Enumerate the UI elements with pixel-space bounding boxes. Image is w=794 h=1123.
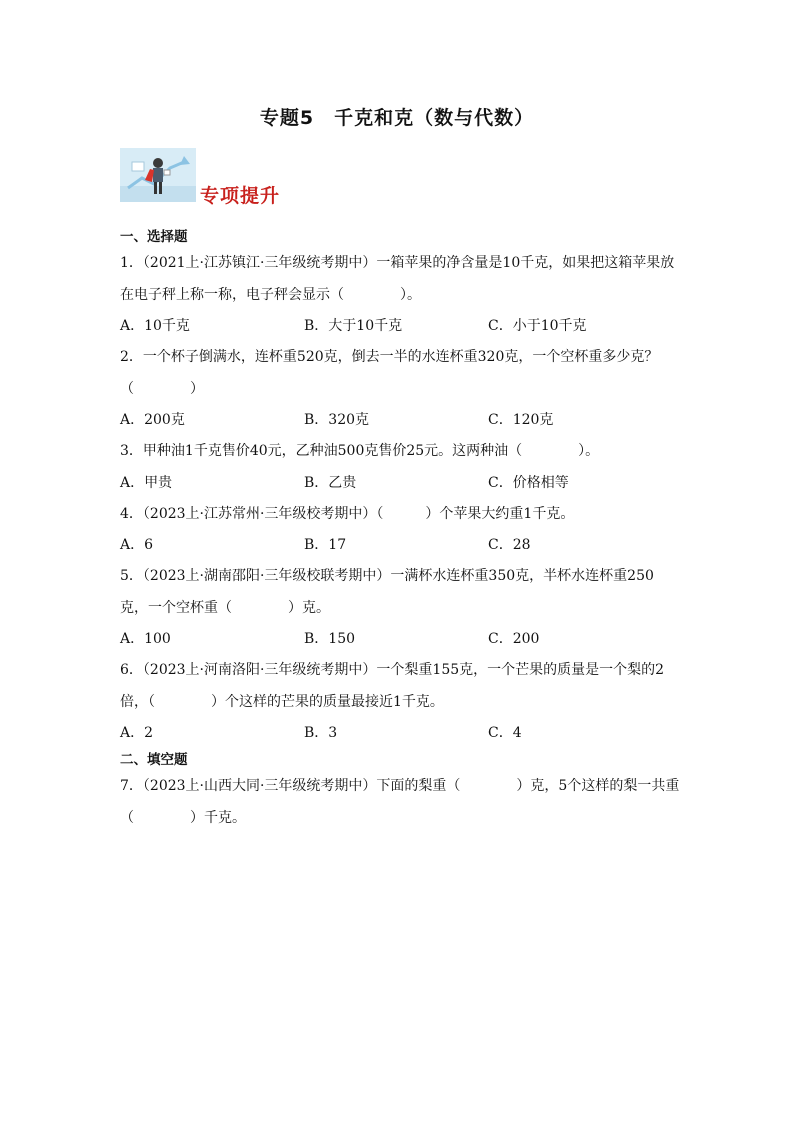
section-banner	[120, 148, 300, 210]
question-body	[120, 226, 680, 834]
option-c: C．小于10千克	[488, 318, 587, 334]
section-choice	[120, 226, 680, 749]
question-1: 1．（2021上·江苏镇江·三年级统考期中）一箱苹果的净含量是10千克，如果把这箱苹果放在电子秤上称一称，电子秤会显示（ ）。	[120, 255, 675, 303]
option-a: A．100	[120, 631, 171, 647]
section-heading: 二、填空题	[120, 752, 188, 768]
option-c: C．28	[488, 537, 531, 553]
section-fill-blank	[120, 749, 680, 834]
option-a: A．10千克	[120, 318, 190, 334]
question-4-options	[120, 530, 680, 561]
option-c: C．4	[488, 725, 522, 741]
option-b: B．17	[304, 537, 347, 553]
question-3-options	[120, 468, 680, 499]
option-c: C．120克	[488, 412, 554, 428]
question-5-options	[120, 624, 680, 655]
question-6-options	[120, 718, 680, 749]
option-b: B．320克	[304, 412, 370, 428]
question-2: 2．一个杯子倒满水，连杯重520克，倒去一半的水连杯重320克，一个空杯重多少克？（ ）	[120, 349, 659, 397]
option-c: C．价格相等	[488, 474, 569, 491]
option-b: B．大于10千克	[304, 318, 403, 334]
question-6: 6．（2023上·河南洛阳·三年级统考期中）一个梨重155克，一个芒果的质量是一个梨的2倍，（ ）个这样的芒果的质量最接近1千克。	[120, 662, 665, 710]
option-b: B．乙贵	[304, 474, 357, 491]
option-c: C．200	[488, 631, 540, 647]
question-7: 7．（2023上·山西大同·三年级统考期中）下面的梨重（ ）克，5个这样的梨一共重（ ）千克。	[120, 778, 680, 826]
option-a: A．甲贵	[120, 474, 173, 491]
section-heading: 一、选择题	[120, 229, 188, 245]
question-3: 3．甲种油1千克售价40元，乙种油500克售价25元。这两种油（ ）。	[120, 443, 600, 459]
option-a: A．200克	[120, 412, 185, 428]
banner-label: 专项提升	[200, 185, 281, 207]
option-a: A．6	[120, 537, 154, 553]
question-4: 4．（2023上·江苏常州·三年级校考期中）（ ）个苹果大约重1千克。	[120, 505, 575, 522]
question-1-options	[120, 311, 680, 342]
question-5: 5．（2023上·湖南邵阳·三年级校联考期中）一满杯水连杯重350克，半杯水连杯重250克，一个空杯重（ ）克。	[120, 568, 654, 616]
option-b: B．3	[304, 725, 338, 741]
banner-illustration-icon	[120, 148, 196, 202]
option-b: B．150	[304, 631, 356, 647]
option-a: A．2	[120, 725, 154, 741]
question-2-options	[120, 405, 680, 436]
page-title: 专题5 千克和克（数与代数）	[259, 107, 535, 129]
